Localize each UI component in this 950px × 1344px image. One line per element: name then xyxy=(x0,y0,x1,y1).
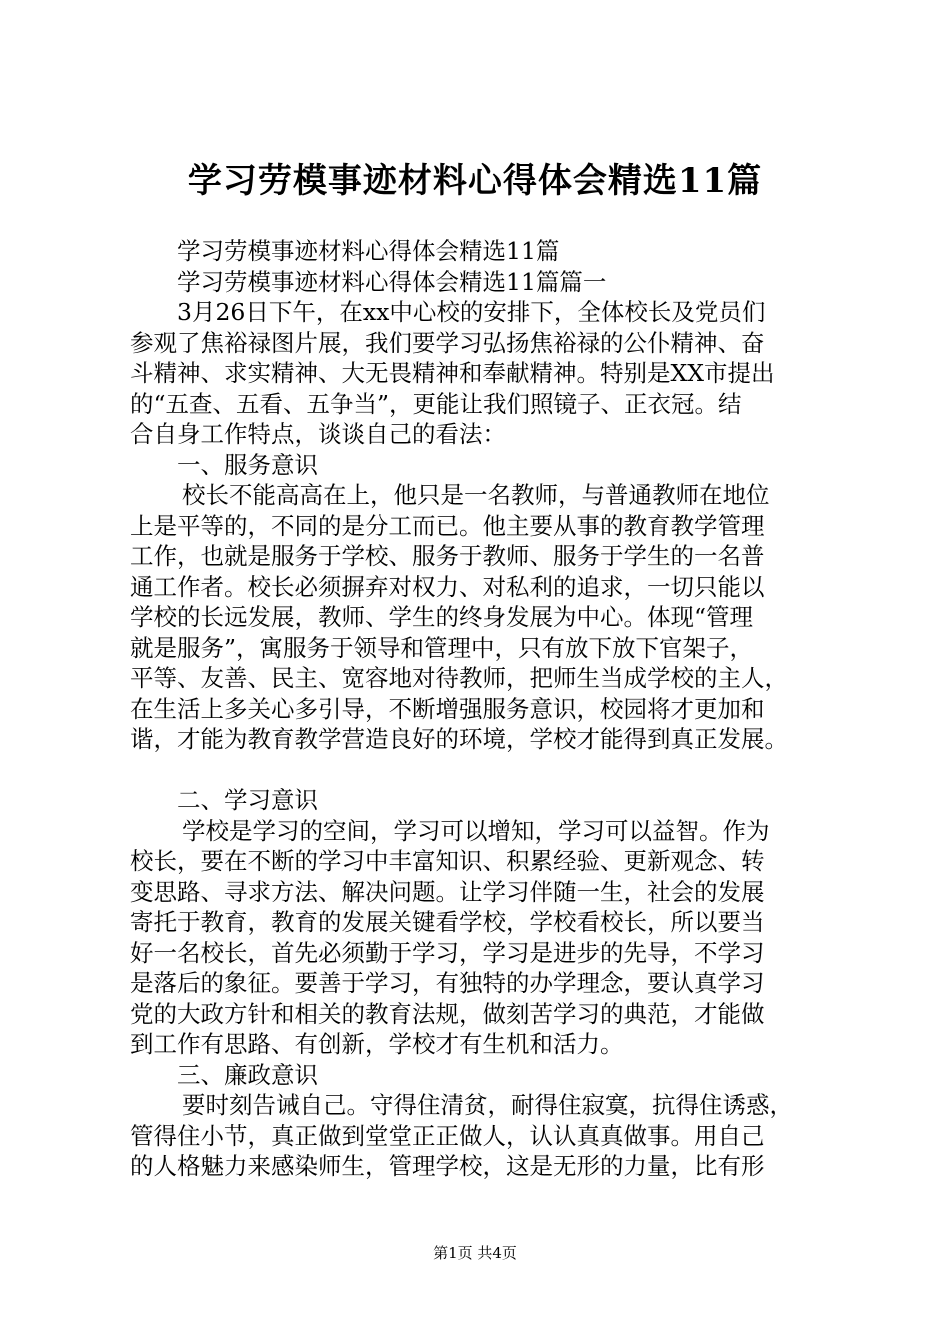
paragraph-line: 学校是学习的空间，学习可以增知，学习可以益智。作为 xyxy=(182,816,770,845)
section-heading: 三、廉政意识 xyxy=(177,1060,318,1089)
paragraph-line: 斗精神、求实精神、大无畏精神和奉献精神。特别是XX市提出 xyxy=(130,359,775,387)
subtitle: 学习劳模事迹材料心得体会精选11篇 xyxy=(177,237,560,265)
paragraph-line: 管得住小节，真正做到堂堂正正做人，认认真真做事。用自己 xyxy=(130,1121,765,1150)
paragraph-line: 好一名校长，首先必须勤于学习，学习是进步的先导，不学习 xyxy=(130,938,765,967)
blank-line xyxy=(130,755,842,786)
document-body xyxy=(130,236,842,1182)
paragraph-line: 校长，要在不断的学习中丰富知识、积累经验、更新观念、转 xyxy=(130,847,765,875)
paragraph-line: 在生活上多关心多引导，不断增强服务意识，校园将才更加和 xyxy=(130,694,765,723)
paragraph-line: 平等、友善、民主、宽容地对待教师，把师生当成学校的主人， xyxy=(130,664,788,692)
paragraph-line: 3月26日下午，在xx中心校的安排下，全体校长及党员们 xyxy=(177,298,766,326)
paragraph-line: 党的大政方针和相关的教育法规，做刻苦学习的典范，才能做 xyxy=(130,999,765,1028)
paragraph-line: 就是服务”，寓服务于领导和管理中，只有放下放下官架子， xyxy=(130,633,754,662)
paragraph-line: 到工作有思路、有创新，学校才有生机和活力。 xyxy=(130,1030,624,1058)
paragraph-line: 合自身工作特点，谈谈自己的看法： xyxy=(130,420,506,448)
paragraph-line: 学校的长远发展，教师、学生的终身发展为中心。体现“管理 xyxy=(130,603,754,631)
paragraph-line: 谐，才能为教育教学营造良好的环境，学校才能得到真正发展。 xyxy=(130,725,788,753)
section-heading: 二、学习意识 xyxy=(177,786,318,814)
paragraph-line: 变思路、寻求方法、解决问题。让学习伴随一生，社会的发展 xyxy=(130,877,765,906)
paragraph-line: 上是平等的，不同的是分工而已。他主要从事的教育教学管理 xyxy=(130,511,765,540)
paragraph-line: 的人格魅力来感染师生，管理学校，这是无形的力量，比有形 xyxy=(130,1152,765,1180)
paragraph-line: 校长不能高高在上，他只是一名教师，与普通教师在地位 xyxy=(182,481,770,509)
article-heading: 学习劳模事迹材料心得体会精选11篇篇一 xyxy=(177,267,607,296)
paragraph-line: 寄托于教育，教育的发展关键看学校，学校看校长，所以要当 xyxy=(130,908,765,936)
paragraph-line: 是落后的象征。要善于学习，有独特的办学理念，要认真学习 xyxy=(130,969,765,997)
paragraph-line: 要时刻告诫自己。守得住清贫，耐得住寂寞，抗得住诱惑， xyxy=(182,1091,793,1119)
paragraph-line: 工作，也就是服务于学校、服务于教师、服务于学生的一名普 xyxy=(130,542,765,570)
paragraph-line: 的“五查、五看、五争当”，更能让我们照镜子、正衣冠。结 xyxy=(130,389,742,418)
paragraph-line: 通工作者。校长必须摒弃对权力、对私利的追求，一切只能以 xyxy=(130,572,765,601)
page-footer: 第1页 共4页 xyxy=(433,1244,517,1262)
paragraph-line: 参观了焦裕禄图片展，我们要学习弘扬焦裕禄的公仆精神、奋 xyxy=(130,328,765,357)
section-heading: 一、服务意识 xyxy=(177,450,318,479)
document-title: 学习劳模事迹材料心得体会精选11篇 xyxy=(187,161,763,201)
